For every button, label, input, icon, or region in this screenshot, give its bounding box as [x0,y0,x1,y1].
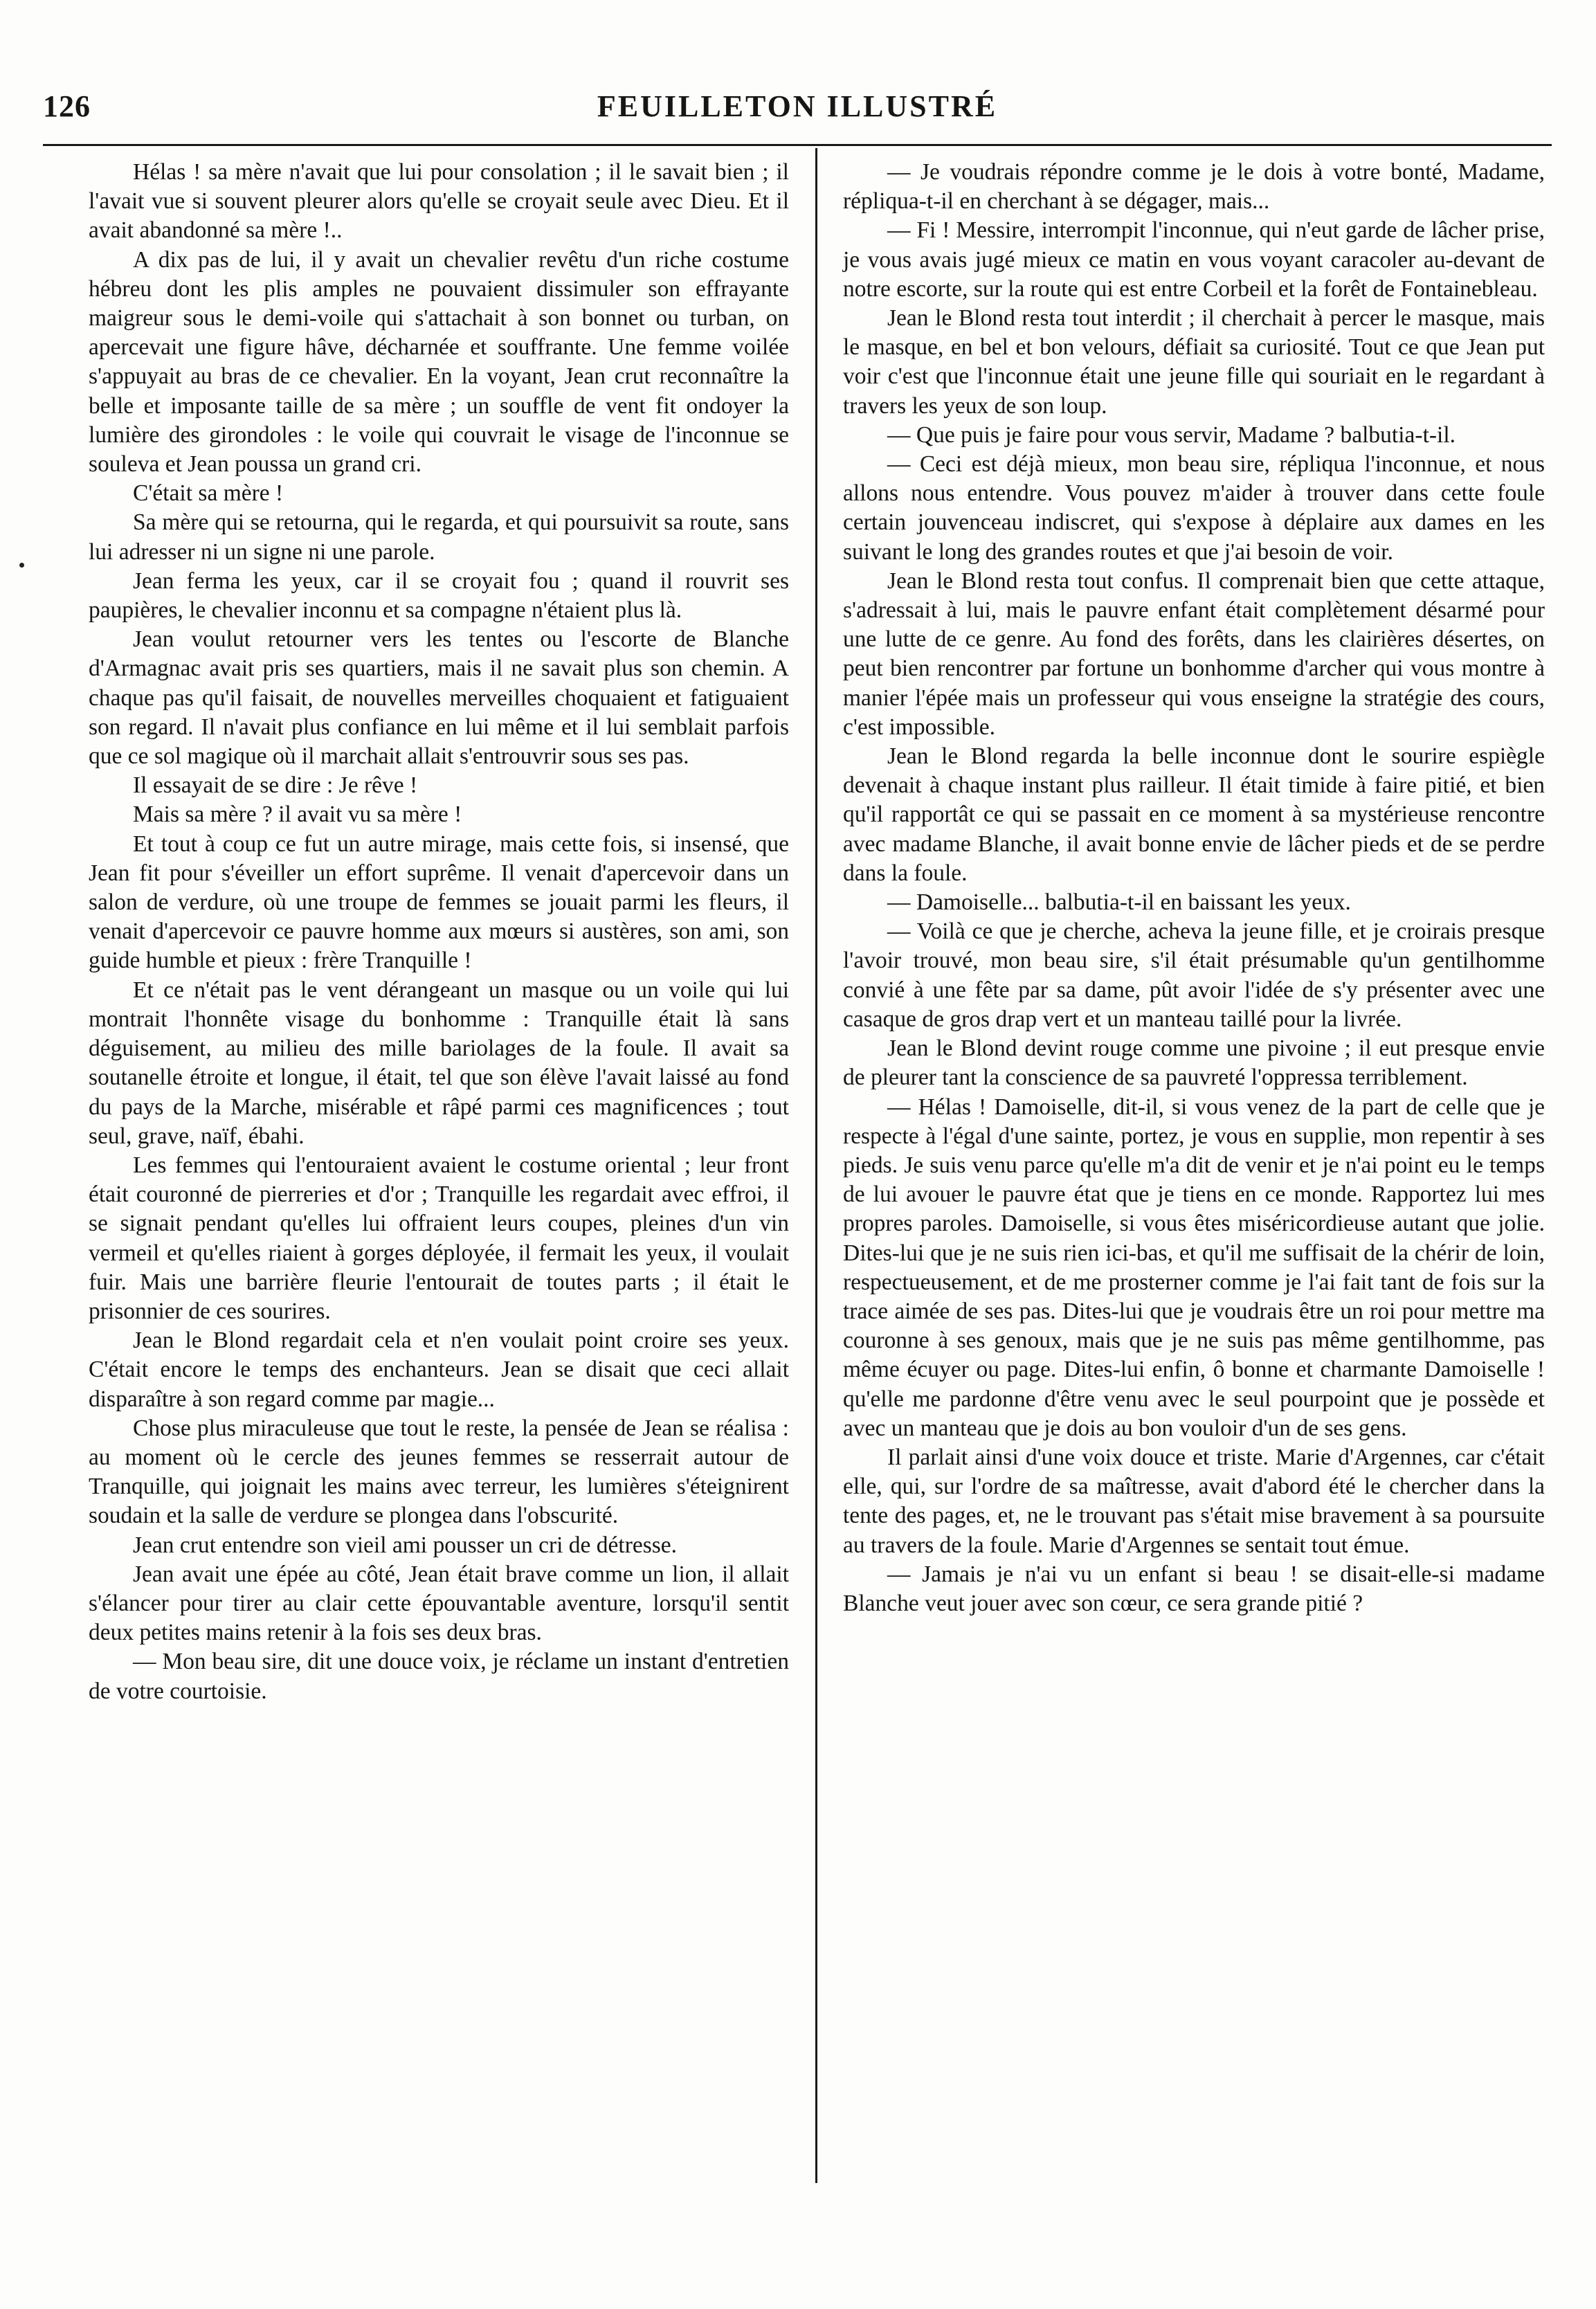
paragraph: Jean le Blond regardait cela et n'en voulait point croire ses yeux. C'était encore le temps des enchanteurs. Jean se disait que ceci allait disparaître à son regard comme par magie... [89,1328,789,1412]
paragraph: Jean le Blond devint rouge comme une pivoine ; il eut presque envie de pleurer tant la conscience de sa pauvreté l'oppressa terriblement. [843,1035,1545,1091]
paragraph: — Que puis je faire pour vous servir, Madame ? balbutia-t-il. [887,422,1456,448]
paragraph: Jean le Blond regarda la belle inconnue dont le sourire espiègle devenait à chaque instant plus railleur. Il était timide à faire pitié, et bien qu'il rapportât ce qui se passait en ce moment à sa mystérieuse rencontre avec madame Blanche, il avait bonne envie de lâcher pieds et de se perdre dans la foule. [843,743,1545,886]
paragraph: Jean crut entendre son vieil ami pousser un cri de détresse. [133,1532,678,1558]
paragraph: — Ceci est déjà mieux, mon beau sire, répliqua l'inconnue, et nous allons nous entendre. Vous pouvez m'aider à trouver dans cette foule certain jouvenceau indiscret, qui s'expose à déplaire aux dames en les suivant le long des grandes routes et que j'ai besoin de voir. [843,451,1545,565]
paragraph: C'était sa mère ! [133,480,284,507]
paragraph: A dix pas de lui, il y avait un chevalier revêtu d'un riche costume hébreu dont les plis amples ne pouvaient dissimuler son effrayante maigreur sous le demi-voile qui s'attachait à son bonnet ou turban, on apercevait une figure hâve, décharnée et souffrante. Une femme voilée s'appuyait au bras de ce chevalier. En la voyant, Jean crut reconnaître la belle et imposante taille de sa mère ; un souffle de vent fit ondoyer la lumière des girondoles : le voile qui couvrait le visage de l'inconnue se souleva et Jean poussa un grand cri. [89,246,789,478]
paragraph: Jean le Blond resta tout interdit ; il cherchait à percer le masque, mais le masque, en bel et bon velours, défiait sa curiosité. Tout ce que Jean put voir c'est que l'inconnue était une jeune fille qui souriait en le regardant à travers les yeux de son loup. [843,305,1545,419]
paragraph: Il parlait ainsi d'une voix douce et triste. Marie d'Argennes, car c'était elle, qui, sur l'ordre de sa maîtresse, avait d'abord été le chercher dans la tente des pages, et, ne le trouvant pas s'était mise bravement à sa poursuite au travers de la foule. Marie d'Argennes se sentait tout émue. [843,1444,1545,1558]
paragraph: Sa mère qui se retourna, qui le regarda, et qui poursuivit sa route, sans lui adresser ni un signe ni une parole. [89,509,789,565]
header-rule [43,144,1552,146]
paragraph: — Mon beau sire, dit une douce voix, je réclame un instant d'entretien de votre courtoisie. [89,1649,789,1704]
paragraph: Jean voulut retourner vers les tentes ou l'escorte de Blanche d'Armagnac avait pris ses quartiers, mais il ne savait plus son chemin. A chaque pas qu'il faisait, de nouvelles merveilles choquaient et fatiguaient son regard. Il n'avait plus confiance en lui même et il lui semblait parfois que ce sol magique où il marchait allait s'entrouvrir sous ses pas. [89,626,789,770]
paragraph: Hélas ! sa mère n'avait que lui pour consolation ; il le savait bien ; il l'avait vue si souvent pleurer alors qu'elle se croyait seule avec Dieu. Et il avait abandonné sa mère !.. [89,159,789,244]
paragraph: Et ce n'était pas le vent dérangeant un masque ou un voile qui lui montrait l'honnête visage du bonhomme : Tranquille était là sans déguisement, au milieu des mille bariolages de la foule. Il avait sa soutanelle étroite et longue, il était, tel que son élève l'avait laissé au fond du pays de la Marche, misérable et râpé parmi ces magnificences ; tout seul, grave, naïf, ébahi. [89,977,789,1149]
paragraph: Mais sa mère ? il avait vu sa mère ! [133,802,462,828]
left-column [89,158,789,1706]
paragraph: Jean le Blond resta tout confus. Il comprenait bien que cette attaque, s'adressait à lui, mais le pauvre enfant était complètement désarmé pour une lutte de ce genre. Au fond des forêts, dans les clairières désertes, on peut bien rencontrer par fortune un bonhomme d'archer qui vous montre à manier l'épée mais un professeur qui vous enseigne la stratégie des cours, c'est impossible. [843,568,1545,740]
paragraph: — Je voudrais répondre comme je le dois à votre bonté, Madame, répliqua-t-il en cherchant à se dégager, mais... [843,159,1545,215]
paragraph: Chose plus miraculeuse que tout le reste, la pensée de Jean se réalisa : au moment où le cercle des jeunes femmes se resserrait autour de Tranquille, qui joignait les mains avec terreur, les lumières s'éteignirent soudain et la salle de verdure se plongea dans l'obscurité. [89,1415,789,1529]
right-column [843,158,1545,1618]
paragraph: Il essayait de se dire : Je rêve ! [133,772,418,799]
paragraph: — Hélas ! Damoiselle, dit-il, si vous venez de la part de celle que je respecte à l'égal d'une sainte, portez, je vous en supplie, mon repentir à ses pieds. Je suis venu parce qu'elle m'a dit de venir et je n'ai point eu le temps de lui avouer le pauvre état que je tiens en ce monde. Rapportez lui mes propres paroles. Damoiselle, si vous êtes miséricordieuse autant que jolie. Dites-lui que je ne suis rien ici-bas, et qu'il me suffisait de la chérir de loin, respectueusement, et de me prosterner comme je l'ai fait tant de fois sur la trace aimée de ses pas. Dites-lui que je voudrais être un roi pour mettre ma couronne à ses genoux, mais que je ne suis pas même gentilhomme, pas même écuyer ou page. Dites-lui enfin, ô bonne et charmante Damoiselle ! qu'elle me pardonne d'être venu avec le seul pourpoint que je possède et avec un manteau que je dois au bon vouloir d'un de ses gens. [843,1094,1545,1441]
paragraph: — Jamais je n'ai vu un enfant si beau ! se disait-elle-si madame Blanche veut jouer avec son cœur, ce sera grande pitié ? [843,1561,1545,1616]
paragraph: Jean avait une épée au côté, Jean était brave comme un lion, il allait s'élancer pour tirer au clair cette épouvantable aventure, lorsqu'il sentit deux petites mains retenir à la fois ses deux bras. [89,1561,789,1646]
paragraph: — Voilà ce que je cherche, acheva la jeune fille, et je croirais presque l'avoir trouvé, mon beau sire, s'il était présumable qu'un gentilhomme convié à une fête par sa dame, pût avoir l'idée de s'y présenter avec une casaque de gros drap vert et un manteau taillé pour la livrée. [843,918,1545,1032]
paragraph: — Fi ! Messire, interrompit l'inconnue, qui n'eut garde de lâcher prise, je vous avais jugé mieux ce matin en vous voyant caracoler au-devant de notre escorte, sur la route qui est entre Corbeil et la forêt de Fontainebleau. [843,217,1545,302]
paragraph: — Damoiselle... balbutia-t-il en baissant les yeux. [887,889,1351,916]
page-header [43,89,1552,140]
paragraph: Jean ferma les yeux, car il se croyait fou ; quand il rouvrit ses paupières, le chevalier inconnu et sa compagne n'étaient plus là. [89,568,789,624]
ink-speck [19,563,24,568]
page-number: 126 [43,89,91,123]
running-title: FEUILLETON ILLUSTRÉ [597,89,998,123]
paragraph: Et tout à coup ce fut un autre mirage, mais cette fois, si insensé, que Jean fit pour s'éveiller un effort suprême. Il venait d'apercevoir dans un salon de verdure, où une troupe de femmes se jouait parmi les fleurs, il venait d'apercevoir ce pauvre homme aux mœurs si austères, son ami, son guide humble et pieux : frère Tranquille ! [89,831,789,974]
column-divider [815,148,817,2183]
paragraph: Les femmes qui l'entouraient avaient le costume oriental ; leur front était couronné de pierreries et d'or ; Tranquille les regardait avec effroi, il se signait pendant qu'elles lui offraient leurs coupes, pleines d'un vin vermeil et qu'elles riaient à gorges déployée, il fermait les yeux, il voulait fuir. Mais une barrière fleurie l'entourait de toutes parts ; il était le prisonnier de ces sourires. [89,1152,789,1324]
